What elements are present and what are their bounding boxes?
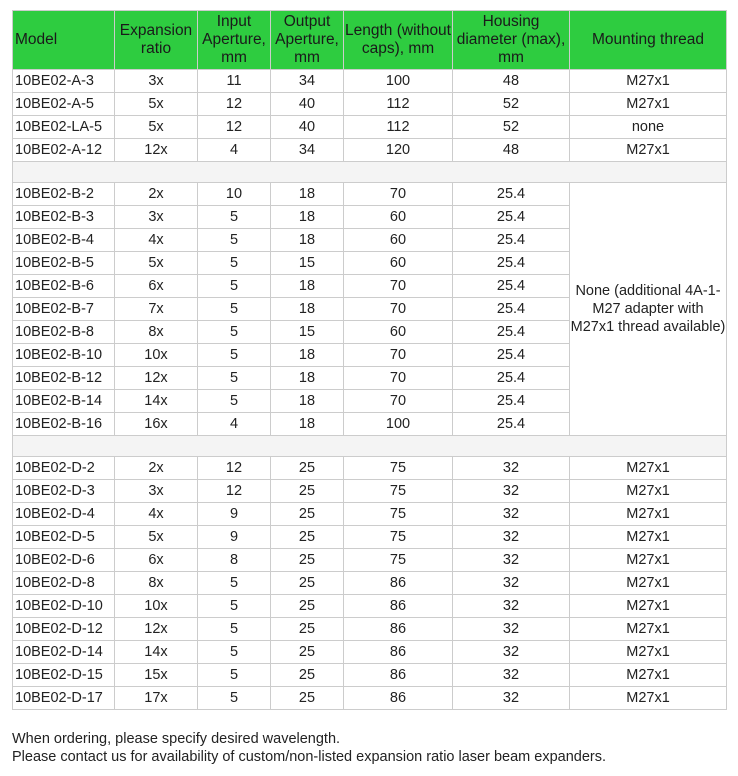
cell-length: 70 (344, 275, 453, 298)
cell-model: 10BE02-B-14 (13, 390, 115, 413)
cell-input-aperture: 5 (198, 687, 271, 710)
cell-length: 70 (344, 367, 453, 390)
header-model: Model (13, 11, 115, 70)
cell-length: 60 (344, 252, 453, 275)
cell-input-aperture: 4 (198, 413, 271, 436)
cell-mounting-thread: M27x1 (570, 618, 727, 641)
cell-expansion-ratio: 7x (115, 298, 198, 321)
cell-expansion-ratio: 4x (115, 229, 198, 252)
cell-housing-diameter: 32 (453, 641, 570, 664)
cell-model: 10BE02-D-4 (13, 503, 115, 526)
cell-length: 75 (344, 549, 453, 572)
cell-expansion-ratio: 6x (115, 549, 198, 572)
cell-input-aperture: 5 (198, 298, 271, 321)
cell-expansion-ratio: 14x (115, 390, 198, 413)
table-row (13, 641, 727, 664)
cell-mounting-thread: M27x1 (570, 549, 727, 572)
cell-expansion-ratio: 10x (115, 595, 198, 618)
table-row (13, 116, 727, 139)
cell-length: 75 (344, 526, 453, 549)
cell-length: 60 (344, 206, 453, 229)
cell-input-aperture: 5 (198, 595, 271, 618)
header-mounting-thread: Mounting thread (570, 11, 727, 70)
header-expansion-ratio: Expansion ratio (115, 11, 198, 70)
cell-mounting-thread-group-b: None (additional 4A-1-M27 adapter with M27x1 thread available) (570, 183, 727, 436)
cell-input-aperture: 5 (198, 572, 271, 595)
beam-expander-table-container (12, 10, 726, 710)
cell-model: 10BE02-D-17 (13, 687, 115, 710)
header-housing-diameter: Housing diameter (max), mm (453, 11, 570, 70)
beam-expander-spec-table (12, 10, 727, 710)
cell-input-aperture: 5 (198, 344, 271, 367)
cell-housing-diameter: 32 (453, 480, 570, 503)
cell-mounting-thread: M27x1 (570, 664, 727, 687)
cell-expansion-ratio: 3x (115, 206, 198, 229)
cell-expansion-ratio: 5x (115, 526, 198, 549)
cell-output-aperture: 18 (271, 413, 344, 436)
cell-output-aperture: 15 (271, 252, 344, 275)
cell-model: 10BE02-D-5 (13, 526, 115, 549)
cell-input-aperture: 12 (198, 93, 271, 116)
cell-output-aperture: 18 (271, 275, 344, 298)
cell-housing-diameter: 25.4 (453, 275, 570, 298)
header-length: Length (without caps), mm (344, 11, 453, 70)
cell-model: 10BE02-B-3 (13, 206, 115, 229)
cell-model: 10BE02-D-2 (13, 457, 115, 480)
cell-housing-diameter: 25.4 (453, 183, 570, 206)
cell-model: 10BE02-A-3 (13, 70, 115, 93)
cell-output-aperture: 25 (271, 480, 344, 503)
cell-housing-diameter: 32 (453, 457, 570, 480)
cell-mounting-thread: M27x1 (570, 139, 727, 162)
cell-input-aperture: 5 (198, 206, 271, 229)
cell-length: 86 (344, 641, 453, 664)
cell-output-aperture: 18 (271, 206, 344, 229)
cell-housing-diameter: 25.4 (453, 321, 570, 344)
cell-model: 10BE02-D-14 (13, 641, 115, 664)
cell-housing-diameter: 32 (453, 572, 570, 595)
cell-input-aperture: 10 (198, 183, 271, 206)
cell-housing-diameter: 32 (453, 595, 570, 618)
table-row (13, 549, 727, 572)
cell-housing-diameter: 48 (453, 139, 570, 162)
cell-housing-diameter: 25.4 (453, 298, 570, 321)
cell-expansion-ratio: 5x (115, 252, 198, 275)
table-row (13, 93, 727, 116)
cell-output-aperture: 18 (271, 390, 344, 413)
cell-expansion-ratio: 6x (115, 275, 198, 298)
cell-mounting-thread: M27x1 (570, 503, 727, 526)
cell-output-aperture: 25 (271, 618, 344, 641)
cell-expansion-ratio: 4x (115, 503, 198, 526)
cell-output-aperture: 18 (271, 229, 344, 252)
cell-expansion-ratio: 12x (115, 139, 198, 162)
header-input-aperture: Input Aperture, mm (198, 11, 271, 70)
cell-housing-diameter: 52 (453, 116, 570, 139)
cell-expansion-ratio: 3x (115, 480, 198, 503)
group-separator-a-b (13, 162, 727, 183)
cell-model: 10BE02-B-2 (13, 183, 115, 206)
cell-housing-diameter: 32 (453, 549, 570, 572)
cell-mounting-thread: M27x1 (570, 595, 727, 618)
cell-length: 75 (344, 457, 453, 480)
cell-length: 86 (344, 572, 453, 595)
cell-length: 86 (344, 687, 453, 710)
cell-input-aperture: 5 (198, 390, 271, 413)
cell-length: 112 (344, 93, 453, 116)
cell-model: 10BE02-B-7 (13, 298, 115, 321)
cell-input-aperture: 11 (198, 70, 271, 93)
cell-length: 86 (344, 595, 453, 618)
cell-length: 70 (344, 390, 453, 413)
cell-length: 112 (344, 116, 453, 139)
cell-housing-diameter: 25.4 (453, 390, 570, 413)
cell-model: 10BE02-D-15 (13, 664, 115, 687)
cell-input-aperture: 12 (198, 116, 271, 139)
table-row (13, 457, 727, 480)
cell-housing-diameter: 52 (453, 93, 570, 116)
cell-mounting-thread: none (570, 116, 727, 139)
cell-length: 100 (344, 413, 453, 436)
cell-length: 86 (344, 664, 453, 687)
cell-expansion-ratio: 8x (115, 572, 198, 595)
cell-housing-diameter: 32 (453, 687, 570, 710)
table-row (13, 139, 727, 162)
cell-output-aperture: 25 (271, 503, 344, 526)
cell-mounting-thread: M27x1 (570, 93, 727, 116)
table-row (13, 664, 727, 687)
table-row (13, 687, 727, 710)
cell-model: 10BE02-B-5 (13, 252, 115, 275)
cell-expansion-ratio: 2x (115, 457, 198, 480)
cell-length: 70 (344, 344, 453, 367)
table-row (13, 618, 727, 641)
cell-length: 70 (344, 183, 453, 206)
cell-input-aperture: 5 (198, 252, 271, 275)
cell-output-aperture: 18 (271, 367, 344, 390)
cell-length: 60 (344, 321, 453, 344)
cell-model: 10BE02-A-12 (13, 139, 115, 162)
cell-housing-diameter: 32 (453, 618, 570, 641)
cell-output-aperture: 25 (271, 664, 344, 687)
cell-length: 86 (344, 618, 453, 641)
cell-model: 10BE02-B-10 (13, 344, 115, 367)
cell-input-aperture: 5 (198, 618, 271, 641)
cell-mounting-thread: M27x1 (570, 572, 727, 595)
cell-housing-diameter: 48 (453, 70, 570, 93)
cell-expansion-ratio: 12x (115, 367, 198, 390)
cell-expansion-ratio: 16x (115, 413, 198, 436)
cell-length: 100 (344, 70, 453, 93)
cell-housing-diameter: 25.4 (453, 344, 570, 367)
cell-length: 75 (344, 503, 453, 526)
cell-expansion-ratio: 12x (115, 618, 198, 641)
cell-housing-diameter: 25.4 (453, 367, 570, 390)
cell-mounting-thread: M27x1 (570, 687, 727, 710)
cell-model: 10BE02-B-4 (13, 229, 115, 252)
cell-housing-diameter: 32 (453, 664, 570, 687)
cell-input-aperture: 5 (198, 275, 271, 298)
table-row (13, 480, 727, 503)
cell-expansion-ratio: 5x (115, 116, 198, 139)
cell-input-aperture: 9 (198, 526, 271, 549)
cell-input-aperture: 5 (198, 367, 271, 390)
note-wavelength: When ordering, please specify desired wavelength. (12, 731, 341, 747)
cell-expansion-ratio: 5x (115, 93, 198, 116)
cell-output-aperture: 25 (271, 687, 344, 710)
cell-housing-diameter: 25.4 (453, 229, 570, 252)
cell-output-aperture: 25 (271, 641, 344, 664)
cell-model: 10BE02-D-12 (13, 618, 115, 641)
cell-input-aperture: 4 (198, 139, 271, 162)
cell-input-aperture: 5 (198, 321, 271, 344)
cell-output-aperture: 40 (271, 93, 344, 116)
cell-output-aperture: 25 (271, 526, 344, 549)
table-row (13, 183, 727, 206)
cell-mounting-thread: M27x1 (570, 70, 727, 93)
cell-length: 75 (344, 480, 453, 503)
cell-input-aperture: 5 (198, 664, 271, 687)
cell-output-aperture: 18 (271, 344, 344, 367)
cell-input-aperture: 12 (198, 457, 271, 480)
cell-input-aperture: 5 (198, 641, 271, 664)
cell-output-aperture: 34 (271, 70, 344, 93)
cell-input-aperture: 12 (198, 480, 271, 503)
cell-input-aperture: 9 (198, 503, 271, 526)
cell-output-aperture: 25 (271, 572, 344, 595)
cell-input-aperture: 5 (198, 229, 271, 252)
cell-output-aperture: 25 (271, 595, 344, 618)
cell-housing-diameter: 25.4 (453, 206, 570, 229)
cell-housing-diameter: 25.4 (453, 413, 570, 436)
header-output-aperture: Output Aperture, mm (271, 11, 344, 70)
table-header-row (13, 11, 727, 70)
cell-output-aperture: 34 (271, 139, 344, 162)
cell-expansion-ratio: 10x (115, 344, 198, 367)
cell-expansion-ratio: 14x (115, 641, 198, 664)
cell-expansion-ratio: 8x (115, 321, 198, 344)
cell-length: 70 (344, 298, 453, 321)
group-separator-b-d (13, 436, 727, 457)
cell-output-aperture: 18 (271, 183, 344, 206)
cell-model: 10BE02-A-5 (13, 93, 115, 116)
cell-model: 10BE02-LA-5 (13, 116, 115, 139)
cell-model: 10BE02-B-6 (13, 275, 115, 298)
cell-output-aperture: 25 (271, 457, 344, 480)
separator-cell (13, 162, 727, 183)
cell-model: 10BE02-D-3 (13, 480, 115, 503)
table-row (13, 526, 727, 549)
cell-expansion-ratio: 17x (115, 687, 198, 710)
table-row (13, 595, 727, 618)
note-custom-contact: Please contact us for availability of custom/non-listed expansion ratio laser beam expanders. (12, 749, 607, 765)
cell-mounting-thread: M27x1 (570, 480, 727, 503)
table-row (13, 572, 727, 595)
cell-housing-diameter: 32 (453, 503, 570, 526)
cell-model: 10BE02-D-8 (13, 572, 115, 595)
cell-model: 10BE02-B-12 (13, 367, 115, 390)
cell-input-aperture: 8 (198, 549, 271, 572)
cell-mounting-thread: M27x1 (570, 641, 727, 664)
cell-model: 10BE02-D-10 (13, 595, 115, 618)
cell-model: 10BE02-D-6 (13, 549, 115, 572)
separator-cell (13, 436, 727, 457)
table-body (13, 70, 727, 710)
cell-expansion-ratio: 2x (115, 183, 198, 206)
cell-expansion-ratio: 3x (115, 70, 198, 93)
cell-output-aperture: 25 (271, 549, 344, 572)
ordering-notes (12, 730, 726, 766)
cell-length: 60 (344, 229, 453, 252)
cell-output-aperture: 15 (271, 321, 344, 344)
cell-mounting-thread: M27x1 (570, 526, 727, 549)
cell-output-aperture: 18 (271, 298, 344, 321)
cell-output-aperture: 40 (271, 116, 344, 139)
cell-model: 10BE02-B-8 (13, 321, 115, 344)
cell-housing-diameter: 25.4 (453, 252, 570, 275)
cell-length: 120 (344, 139, 453, 162)
table-row (13, 70, 727, 93)
cell-housing-diameter: 32 (453, 526, 570, 549)
cell-model: 10BE02-B-16 (13, 413, 115, 436)
cell-expansion-ratio: 15x (115, 664, 198, 687)
table-row (13, 503, 727, 526)
cell-mounting-thread: M27x1 (570, 457, 727, 480)
